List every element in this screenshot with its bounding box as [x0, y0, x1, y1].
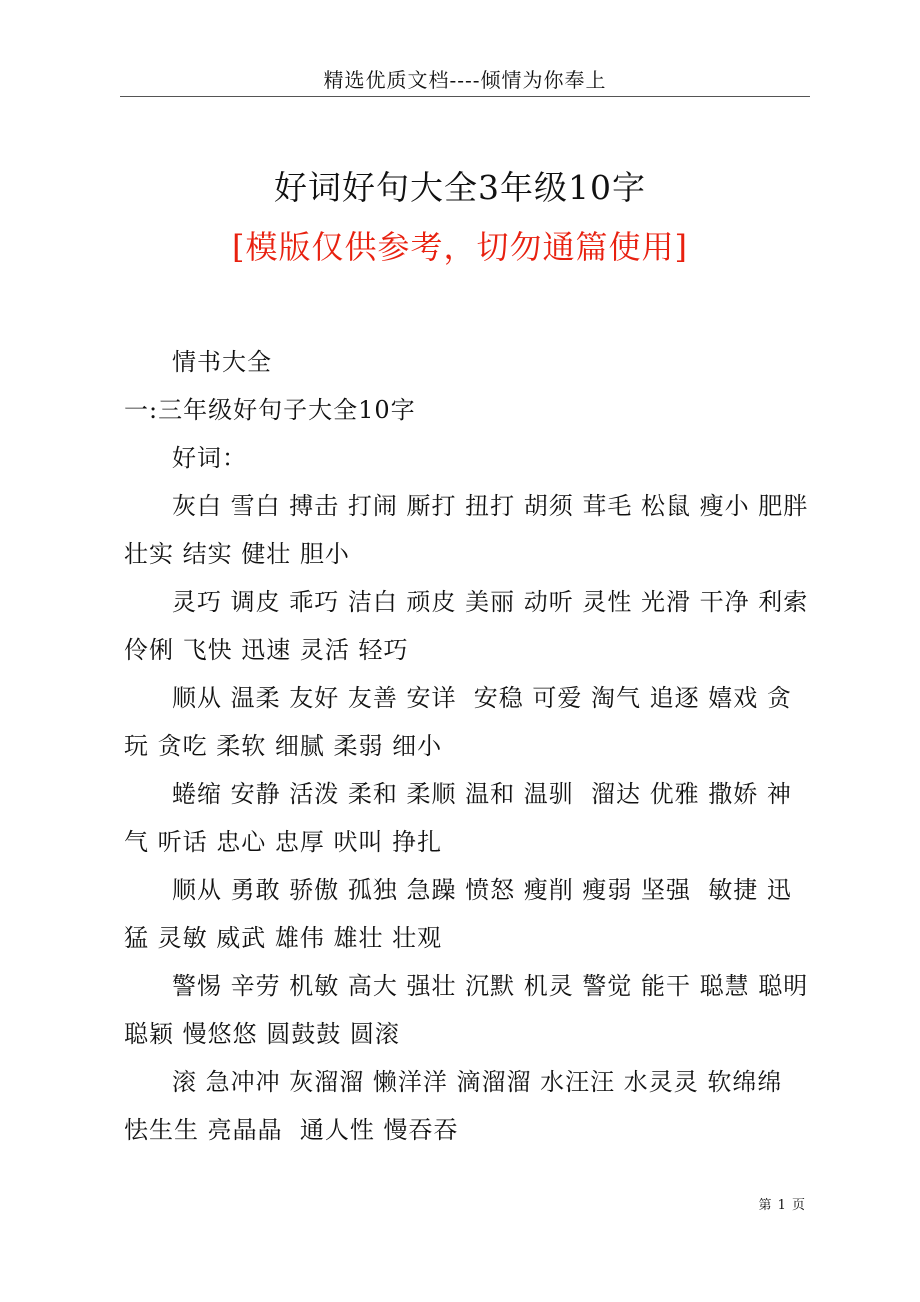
document-body — [124, 338, 843, 1154]
word-list-paragraph: 灰白 雪白 搏击 打闹 厮打 扭打 胡须 茸毛 松鼠 瘦小 肥胖 壮实 结实 健壮 胆小 — [124, 492, 817, 568]
word-list-paragraph: 蜷缩 安静 活泼 柔和 柔顺 温和 温驯 溜达 优雅 撒娇 神气 听话 忠心 忠厚 吠叫 挣扎 — [124, 780, 792, 856]
word-list-paragraph: 顺从 勇敢 骄傲 孤独 急躁 愤怒 瘦削 瘦弱 坚强 敏捷 迅猛 灵敏 威武 雄伟 雄壮 壮观 — [124, 876, 792, 952]
page-header: 精选优质文档----倾情为你奉上 — [323, 68, 607, 92]
subsection-label: 好词： — [172, 444, 247, 472]
document-title: 好词好句大全3年级10字 — [274, 168, 646, 207]
word-list-paragraph: 灵巧 调皮 乖巧 洁白 顽皮 美丽 动听 灵性 光滑 干净 利索 伶俐 飞快 迅速 灵活 轻巧 — [124, 588, 817, 664]
word-list-paragraph: 滚 急冲冲 灰溜溜 懒洋洋 滴溜溜 水汪汪 水灵灵 软绵绵 怯生生 亮晶晶 通人性 慢吞吞 — [124, 1068, 792, 1144]
word-list-paragraph: 警惕 辛劳 机敏 高大 强壮 沉默 机灵 警觉 能干 聪慧 聪明 聪颖 慢悠悠 圆鼓鼓 圆滚 — [124, 972, 843, 1048]
section-heading: 一:三年级好句子大全10字 — [124, 396, 416, 424]
page-number: 第 1 页 — [758, 1198, 805, 1213]
header-divider — [120, 96, 810, 97]
word-list-paragraph: 顺从 温柔 友好 友善 安详 安稳 可爱 淘气 追逐 嬉戏 贪玩 贪吃 柔软 细腻 柔弱 细小 — [124, 684, 792, 760]
document-subtitle: [模版仅供参考，切勿通篇使用] — [232, 228, 688, 266]
section-label: 情书大全 — [172, 348, 272, 376]
